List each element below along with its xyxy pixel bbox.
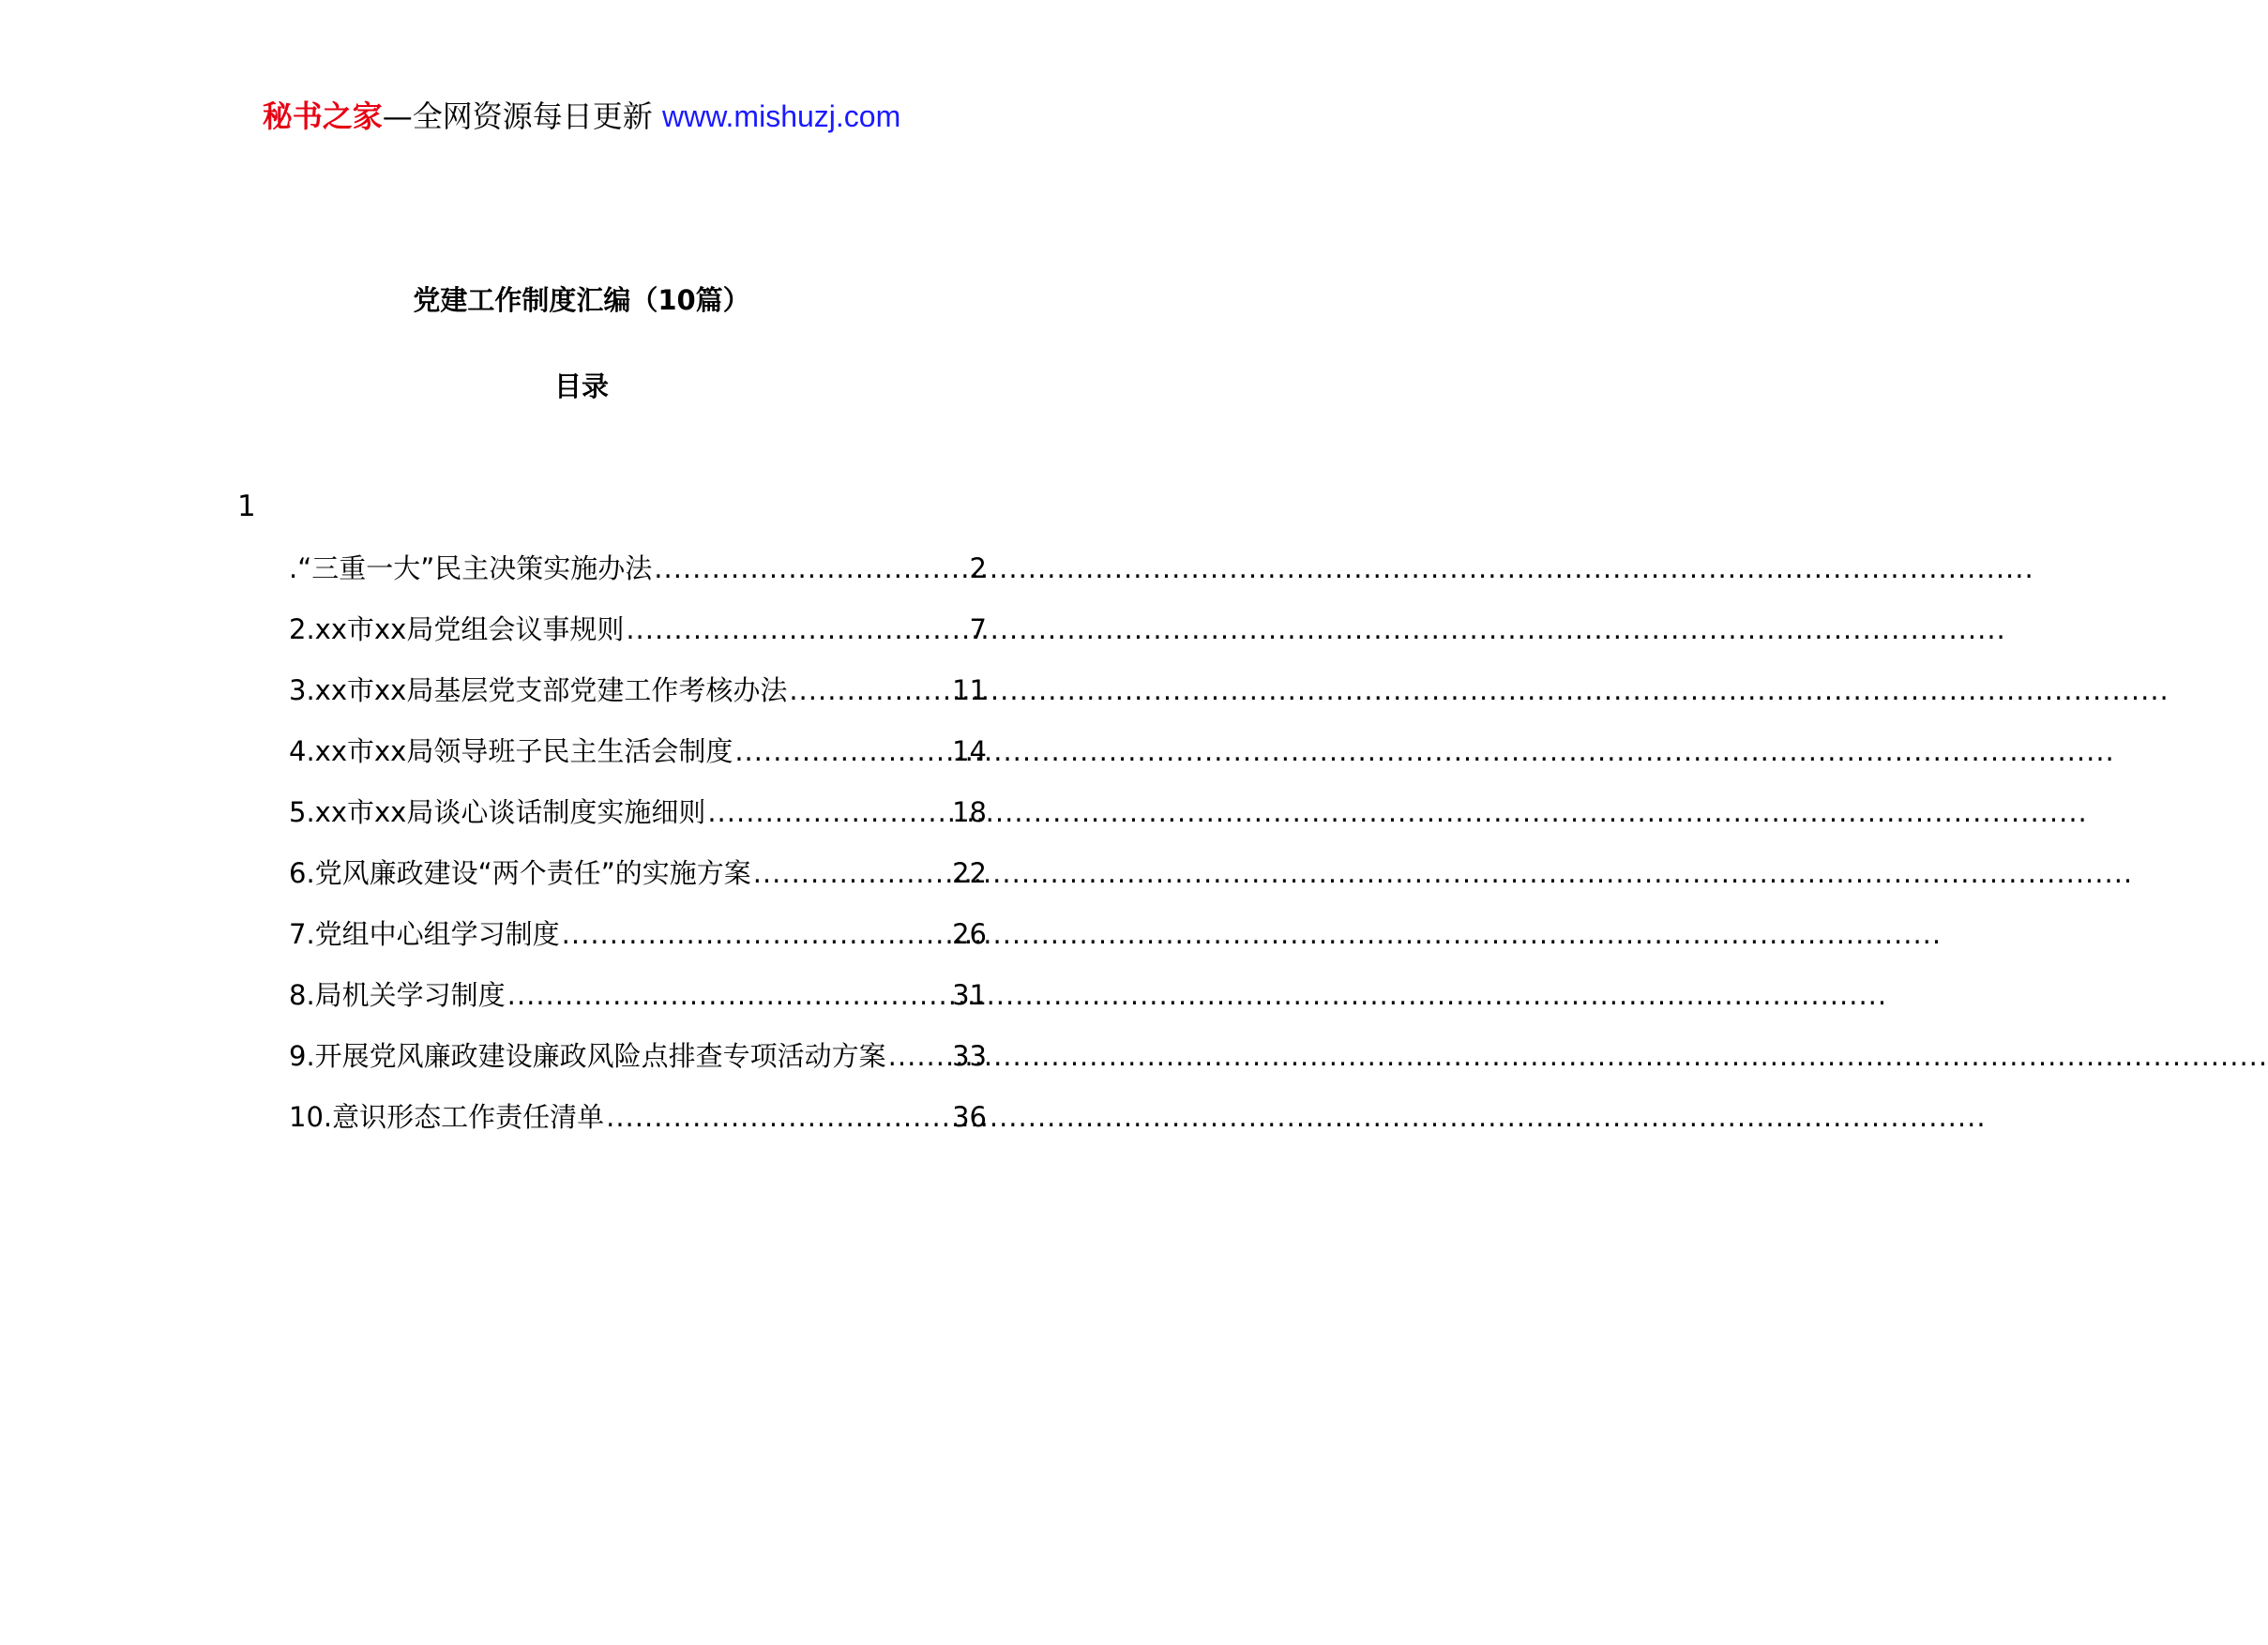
stray-list-number: 1 bbox=[237, 490, 256, 523]
toc-entry-page: 11 bbox=[952, 674, 987, 706]
toc-entry[interactable] bbox=[289, 609, 987, 670]
toc-entry[interactable] bbox=[289, 1096, 987, 1157]
toc-dot-leader bbox=[606, 1096, 950, 1138]
toc-dot-leader bbox=[734, 731, 950, 772]
toc-entry[interactable] bbox=[289, 974, 987, 1035]
toc-entry-label: .“三重一大”民主决策实施办法 bbox=[289, 552, 653, 584]
toc-entry[interactable] bbox=[289, 853, 987, 913]
toc-entry-page: 18 bbox=[952, 796, 987, 828]
toc-entry-page: 31 bbox=[952, 979, 987, 1011]
toc-entry[interactable] bbox=[289, 670, 987, 731]
table-of-contents bbox=[289, 548, 987, 1157]
site-brand: 秘书之家 bbox=[262, 98, 383, 134]
toc-dot-leader bbox=[654, 548, 967, 589]
toc-entry-label: 4.xx市xx局领导班子民主生活会制度 bbox=[289, 735, 733, 767]
toc-dot-leader bbox=[707, 792, 950, 833]
toc-entry-page: 22 bbox=[952, 857, 987, 889]
toc-entry-page: 33 bbox=[952, 1040, 987, 1072]
site-slogan: —全网资源每日更新 bbox=[382, 98, 662, 134]
toc-entry[interactable] bbox=[289, 1035, 987, 1096]
toc-entry-page: 7 bbox=[969, 613, 987, 645]
toc-entry-label: 6.党风廉政建设“两个责任”的实施方案 bbox=[289, 857, 751, 889]
toc-entry-label: 3.xx市xx局基层党支部党建工作考核办法 bbox=[289, 674, 788, 706]
toc-entry-label: 7.党组中心组学习制度 bbox=[289, 918, 560, 950]
toc-dot-leader bbox=[562, 913, 950, 955]
site-url-link[interactable]: www.mishuzj.com bbox=[661, 99, 901, 133]
site-header bbox=[0, 94, 1163, 139]
toc-dot-leader bbox=[626, 609, 967, 650]
toc-entry-page: 36 bbox=[952, 1101, 987, 1133]
toc-entry[interactable] bbox=[289, 548, 987, 609]
toc-entry[interactable] bbox=[289, 731, 987, 792]
toc-dot-leader bbox=[789, 670, 950, 711]
toc-entry[interactable] bbox=[289, 913, 987, 974]
toc-entry[interactable] bbox=[289, 792, 987, 853]
toc-heading: 目录 bbox=[553, 370, 609, 402]
toc-dot-leader bbox=[507, 974, 950, 1016]
toc-entry-page: 2 bbox=[969, 552, 987, 584]
toc-entry-page: 26 bbox=[952, 918, 987, 950]
toc-dot-leader bbox=[888, 1035, 950, 1077]
toc-entry-label: 10.意识形态工作责任清单 bbox=[289, 1101, 605, 1133]
toc-entry-label: 8.局机关学习制度 bbox=[289, 979, 506, 1011]
toc-entry-page: 14 bbox=[952, 735, 987, 767]
toc-entry-label: 2.xx市xx局党组会议事规则 bbox=[289, 613, 625, 645]
document-title: 党建工作制度汇编（10篇） bbox=[413, 284, 750, 316]
toc-entry-label: 5.xx市xx局谈心谈话制度实施细则 bbox=[289, 796, 706, 828]
toc-entry-label: 9.开展党风廉政建设廉政风险点排查专项活动方案 bbox=[289, 1040, 886, 1072]
toc-dot-leader bbox=[753, 853, 950, 894]
